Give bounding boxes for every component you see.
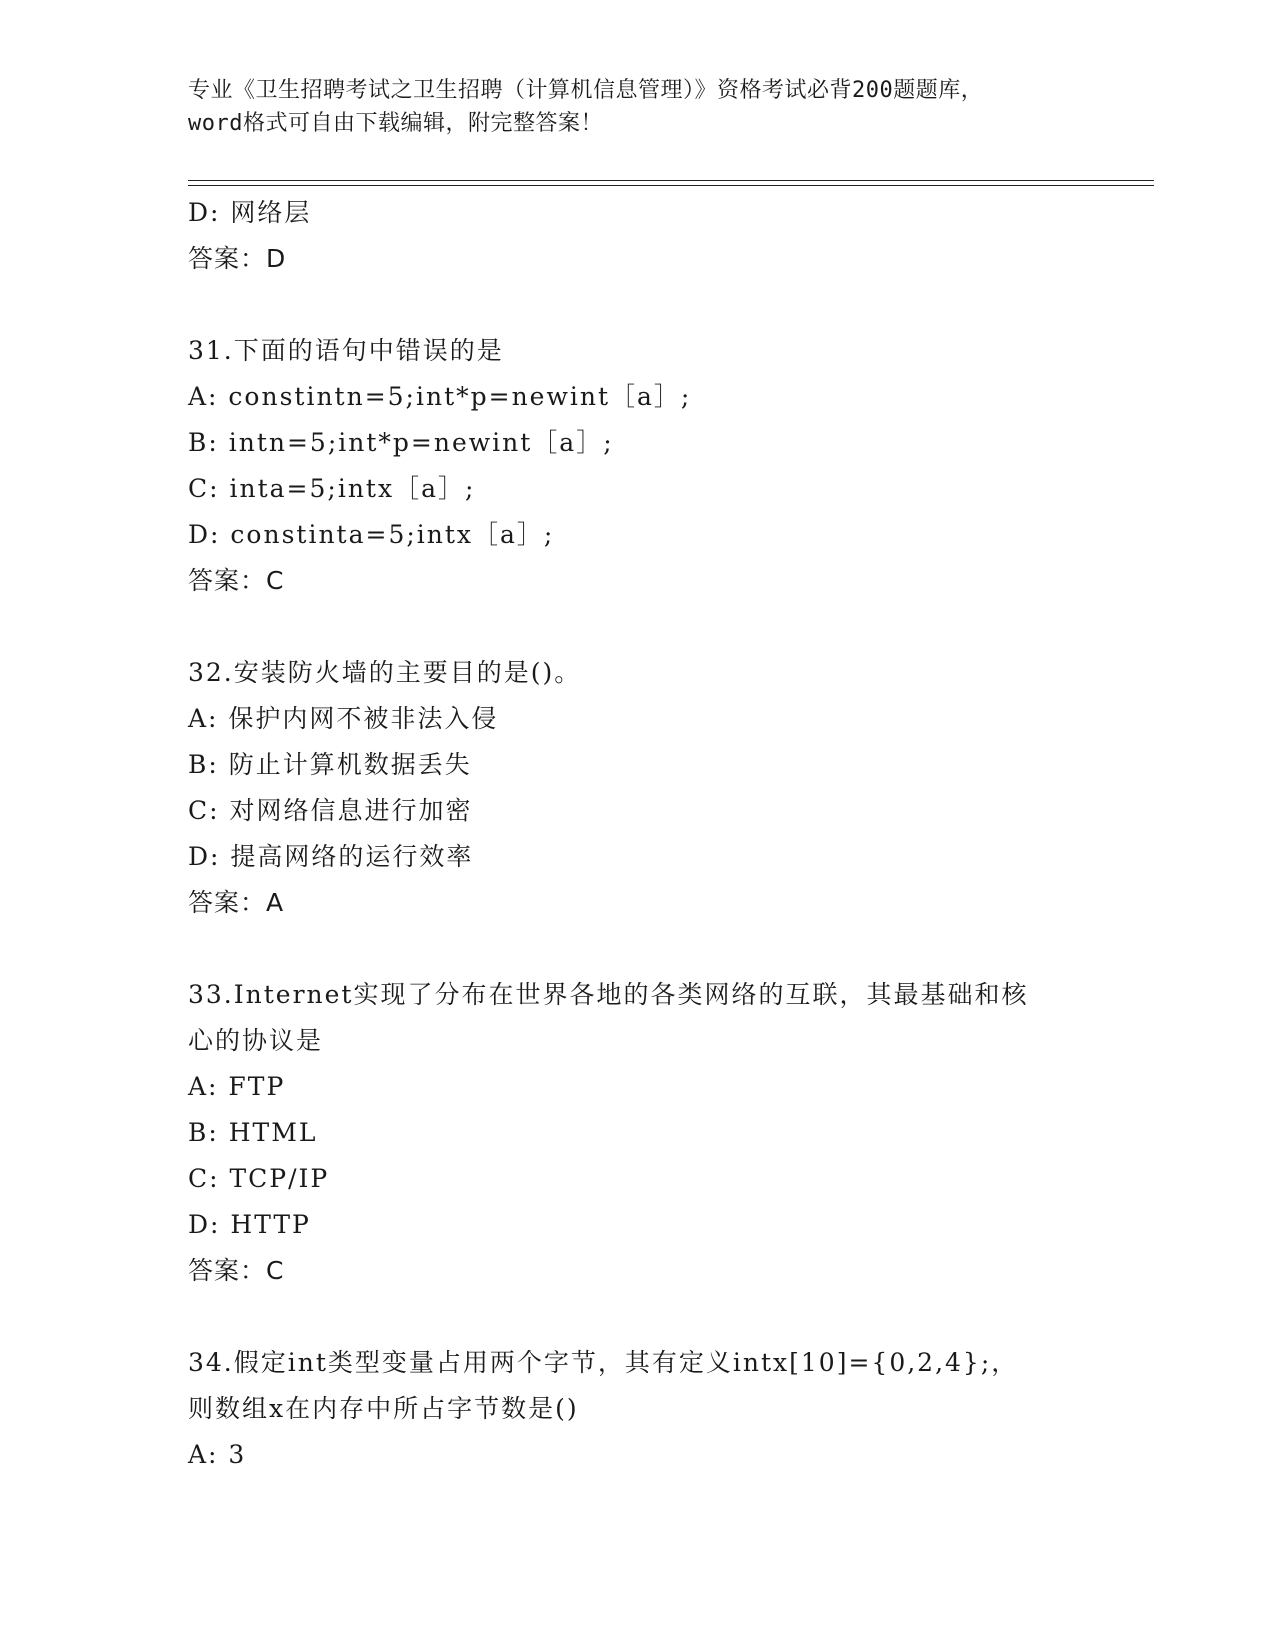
spacer [188,604,1108,650]
document-header [188,74,1088,140]
spacer [188,926,1108,972]
question-stem: 31.下面的语句中错误的是 [188,336,504,365]
header-divider-bottom [188,185,1154,186]
prev-answer: 答案：D [188,244,287,273]
answer: 答案：C [188,1256,285,1285]
option-a: A: constintn=5;int*p=newint［a］; [188,382,692,411]
question-list [188,190,1108,1478]
question-stem-line-2: 则数组x在内存中所占字节数是() [188,1394,579,1423]
option-d: D: constinta=5;intx［a］; [188,520,555,549]
option-a: A: 保护内网不被非法入侵 [188,704,499,733]
question-32 [188,650,1108,926]
option-b: B: intn=5;int*p=newint［a］; [188,428,614,457]
option-b: B: HTML [188,1118,318,1147]
prev-option-d: D: 网络层 [188,198,312,227]
option-c: C: TCP/IP [188,1164,330,1193]
question-33 [188,972,1108,1294]
question-34 [188,1340,1108,1478]
spacer [188,282,1108,328]
answer: 答案：C [188,566,285,595]
option-a: A: 3 [188,1440,247,1469]
option-b: B: 防止计算机数据丢失 [188,750,472,779]
question-stem: 32.安装防火墙的主要目的是()。 [188,658,582,687]
header-line-2: word格式可自由下载编辑，附完整答案！ [188,111,603,136]
option-c: C: 对网络信息进行加密 [188,796,473,825]
header-divider-top [188,180,1154,181]
option-d: D: 提高网络的运行效率 [188,842,474,871]
option-a: A: FTP [188,1072,286,1101]
option-d: D: HTTP [188,1210,311,1239]
answer: 答案：A [188,888,285,917]
question-31 [188,328,1108,604]
header-line-1: 专业《卫生招聘考试之卫生招聘（计算机信息管理）》资格考试必背200题题库， [188,78,984,103]
option-c: C: inta=5;intx［a］; [188,474,476,503]
spacer [188,1294,1108,1340]
question-stem-line-2: 心的协议是 [188,1026,324,1055]
question-stem-line-1: 34.假定int类型变量占用两个字节，其有定义intx[10]={0,2,4};， [188,1348,1019,1377]
question-stem-line-1: 33.Internet实现了分布在世界各地的各类网络的互联，其最基础和核 [188,980,1029,1009]
